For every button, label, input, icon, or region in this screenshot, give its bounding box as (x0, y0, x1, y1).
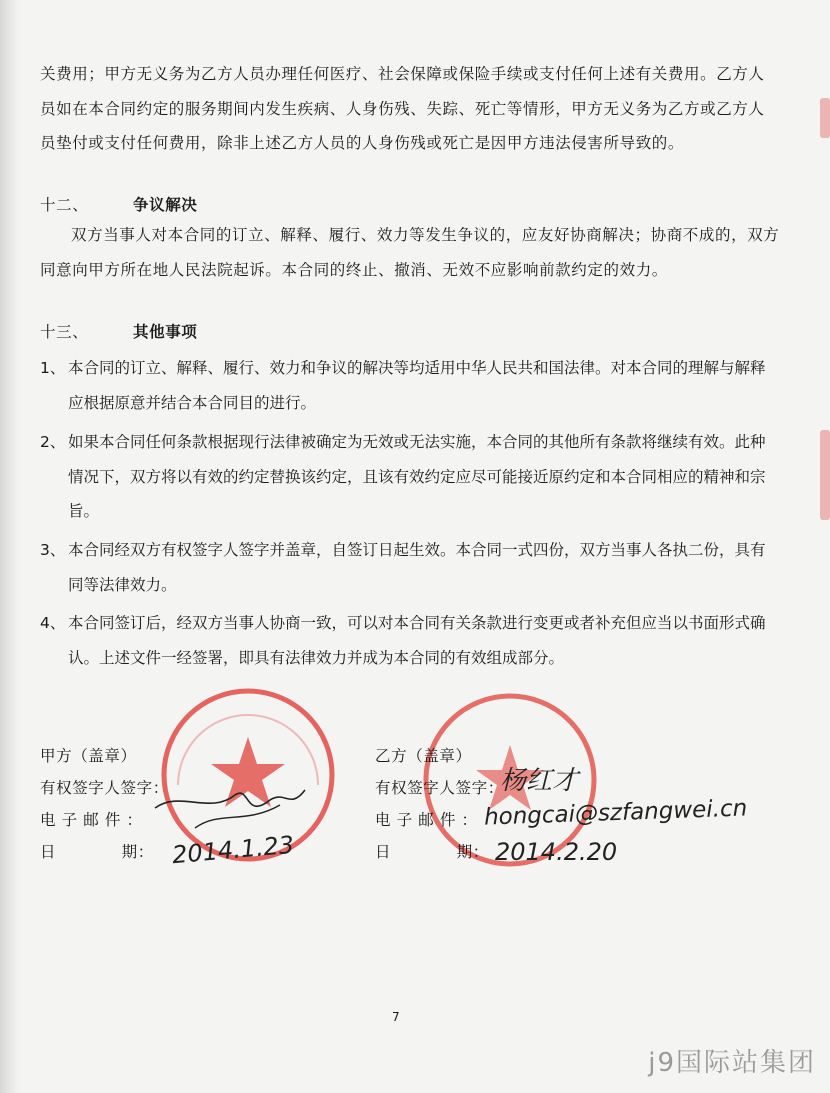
section-13-number: 十三、 (40, 323, 89, 341)
party-b-email-label: 电 子 邮 件 ： (375, 811, 478, 829)
list-item-number: 4、 (40, 614, 66, 632)
party-a-label: 甲方（盖章） (40, 747, 137, 765)
page-number: 7 (392, 1010, 400, 1024)
right-seal-bleed (800, 0, 830, 1093)
section-12-number: 十二、 (40, 196, 89, 214)
party-a-email-label: 电 子 邮 件 ： (40, 811, 143, 829)
page-edge-shadow (0, 0, 22, 1093)
paragraph-expenses: 关费用；甲方无义务为乙方人员办理任何医疗、社会保障或保险手续或支付任何上述有关费用。乙方人员如在本合同约定的服务期间内发生疾病、人身伤残、失踪、死亡等情形，甲方无义务为乙方或乙方人员垫付或支付任何费用，除非上述乙方人员的人身伤残或死亡是因甲方违法侵害所导致的。 (40, 65, 765, 152)
list-item-number: 3、 (40, 541, 66, 559)
party-b-date-label: 日 期： (375, 843, 489, 861)
party-b-label: 乙方（盖章） (375, 747, 472, 765)
paragraph-dispute: 双方当事人对本合同的订立、解释、履行、效力等发生争议的，应友好协商解决；协商不成的，双方同意向甲方所在地人民法院起诉。本合同的终止、撤消、无效不应影响前款约定的效力。 (40, 226, 780, 279)
party-a-signature-icon (150, 770, 310, 840)
party-a-signer-label: 有权签字人签字： (40, 779, 169, 797)
watermark: j9国际站集团 (648, 1048, 816, 1078)
list-item-text: 本合同的订立、解释、履行、效力和争议的解决等均适用中华人民共和国法律。对本合同的理解与解释应根据原意并结合本合同目的进行。 (68, 359, 766, 412)
party-a-date-label: 日 期： (40, 843, 154, 861)
party-a-date-handwritten: 2014.1.23 (171, 830, 296, 870)
party-b-date-handwritten: 2014.2.20 (495, 838, 618, 866)
party-b-email-handwritten: hongcai@szfangwei.cn (483, 795, 748, 831)
list-item-number: 2、 (40, 433, 66, 451)
party-b-signature-handwritten: 杨红才 (500, 766, 579, 796)
list-item-text: 本合同经双方有权签字人签字并盖章，自签订日起生效。本合同一式四份，双方当事人各执二份，具有同等法律效力。 (68, 541, 766, 594)
list-item-text: 本合同签订后，经双方当事人协商一致，可以对本合同有关条款进行变更或者补充但应当以书面形式确认。上述文件一经签署，即具有法律效力并成为本合同的有效组成部分。 (68, 614, 766, 667)
section-13-title: 其他事项 (133, 323, 198, 341)
list-item-text: 如果本合同任何条款根据现行法律被确定为无效或无法实施，本合同的其他所有条款将继续有效。此种情况下，双方将以有效的约定替换该约定，且该有效约定应尽可能接近原约定和本合同相应的精神和宗旨。 (68, 433, 766, 520)
section-12-title: 争议解决 (133, 196, 198, 214)
list-item-number: 1、 (40, 359, 66, 377)
party-b-signer-label: 有权签字人签字： (375, 779, 504, 797)
